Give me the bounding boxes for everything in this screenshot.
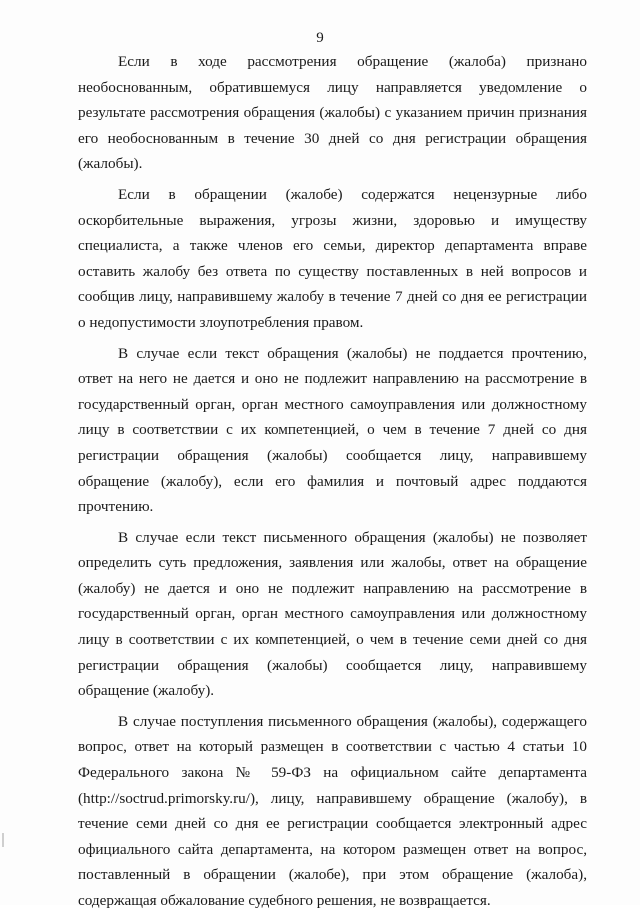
paragraph-undefined-essence: В случае если текст письменного обращения (жалобы) не позволяет определить суть предложения, заявления или жалобы, ответ на обращение (жалобу) не дается и оно не подлежит направлению на рассмотрение в государственный орган, орган местного самоуправления или должностному лицу в соответствии с их компетенцией, о чем в течение семи дней со дня регистрации обращения (жалобы) сообщается лицу, направившему обращение (жалобу). (78, 528, 587, 700)
page-number: 9 (316, 30, 324, 46)
document-body (78, 49, 587, 914)
paragraph-unfounded-complaint: Если в ходе рассмотрения обращение (жалоба) признано необоснованным, обратившемуся лицу направляется уведомление о результате рассмотрения обращения (жалобы) с указанием причин признания его необоснованным в течение 30 дней со дня регистрации обращения (жалобы). (78, 53, 587, 173)
paragraph-obscene-language: Если в обращении (жалобе) содержатся нецензурные либо оскорбительные выражения, угрозы жизни, здоровью и имуществу специалиста, а также членов его семьи, директор департамента вправе оставить жалобу без ответа по существу поставленных в ней вопросов и сообщив лицу, направившему жалобу в течение 7 дней со дня ее регистрации о недопустимости злоупотребления правом. (78, 185, 587, 331)
paragraph-unreadable-text: В случае если текст обращения (жалобы) не поддается прочтению, ответ на него не дается и оно не подлежит направлению на рассмотрение в государственный орган, орган местного самоуправления или должностному лицу в соответствии с их компетенцией, о чем в течение 7 дней со дня регистрации обращения (жалобы) сообщается лицу, направившему обращение (жалобу), если его фамилия и почтовый адрес поддаются прочтению. (78, 344, 587, 516)
scan-artifact (2, 833, 4, 847)
paragraph-answer-published: В случае поступления письменного обращения (жалобы), содержащего вопрос, ответ на который размещен в соответствии с частью 4 статьи 10 Федерального закона № 59-ФЗ на официальном сайте департамента (http://soctrud.primorsky.ru/), лицу, направившему обращение (жалобу), в течение семи дней со дня ее регистрации сообщается электронный адрес официального сайта департамента, на котором размещен ответ на вопрос, поставленный в обращении (жалобе), при этом обращение (жалоба), содержащая обжалование судебного решения, не возвращается. (78, 712, 587, 909)
